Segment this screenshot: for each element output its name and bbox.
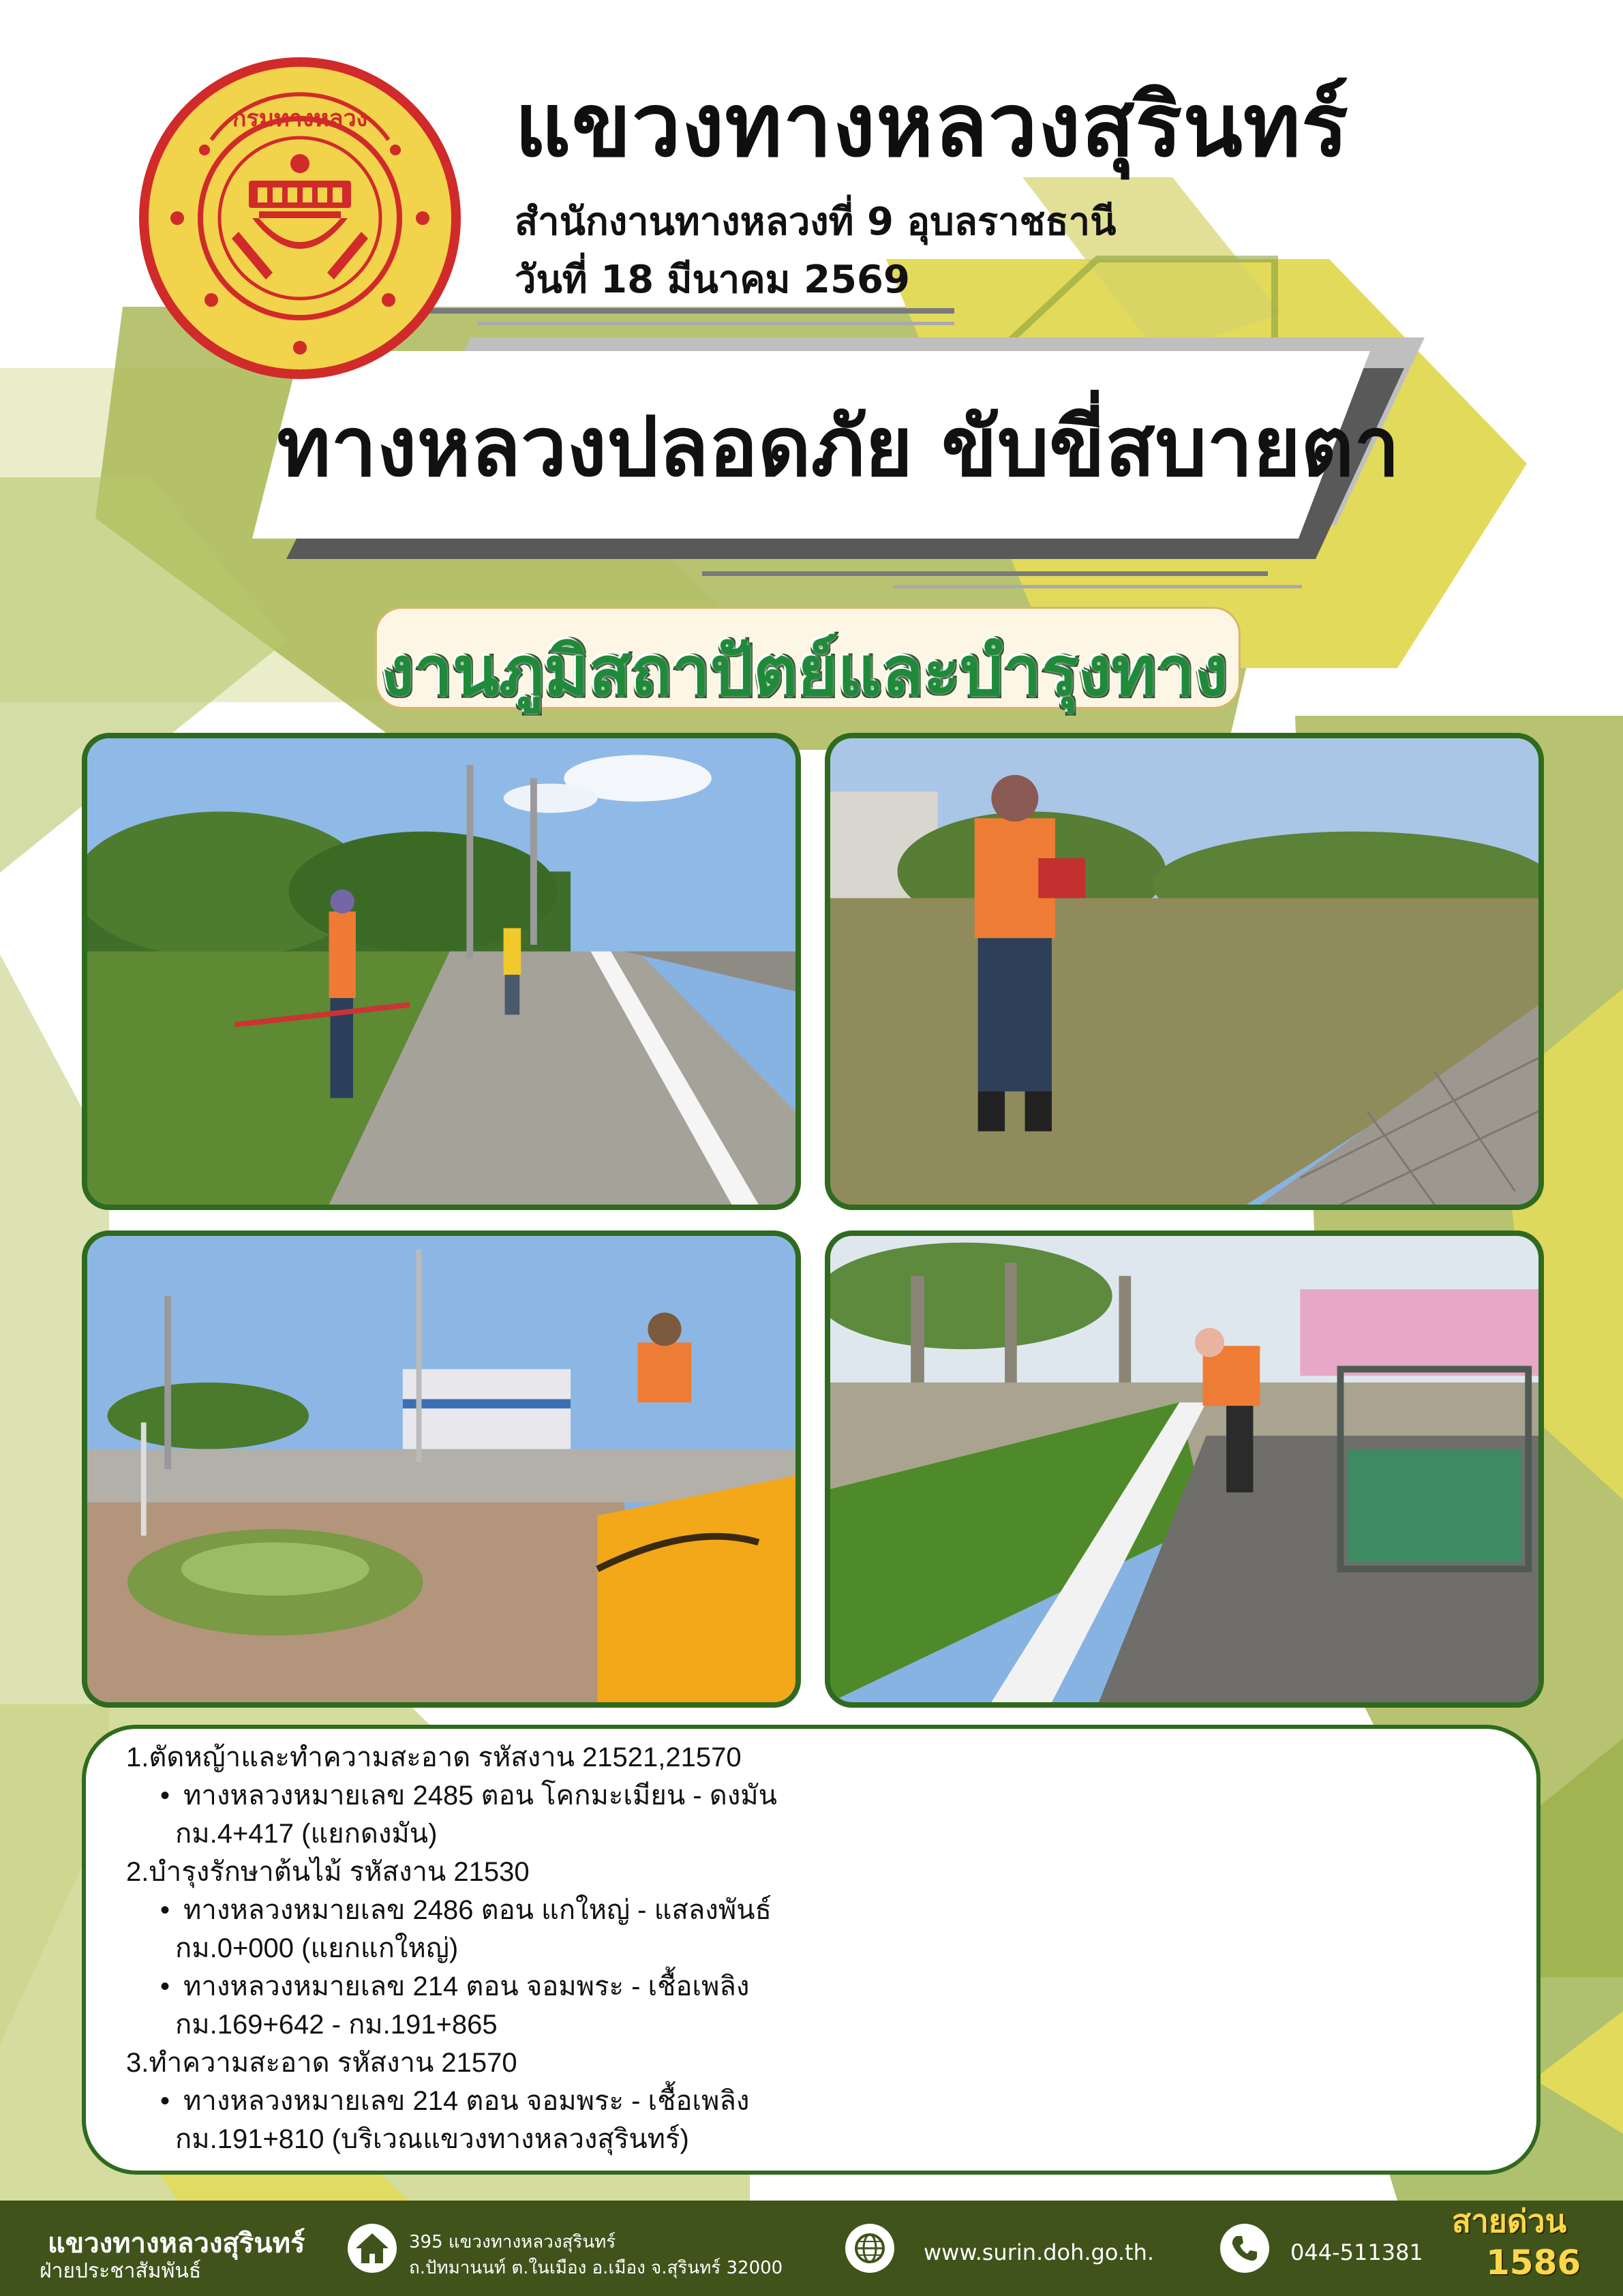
date-label: วันที่ 18 มีนาคม 2569	[515, 258, 910, 302]
task-location: กม.4+417 (แยกดงมัน)	[175, 1819, 438, 1849]
footer-address-line1: 395 แขวงทางหลวงสุรินทร์	[409, 2232, 616, 2252]
task-item: • ทางหลวงหมายเลข 214 ตอน จอมพระ - เชื้อเพลิง	[126, 1967, 1489, 2006]
footer-website[interactable]: www.surin.doh.go.th.	[924, 2239, 1155, 2265]
footer-phone[interactable]: 044-511381	[1290, 2239, 1423, 2265]
task-item: • ทางหลวงหมายเลข 2485 ตอน โคกมะเมียน - ดงมัน	[126, 1777, 1489, 1815]
hotline-number[interactable]: 1586	[1486, 2243, 1581, 2282]
section-title: งานภูมิสถาปัตย์และบำรุงทาง	[380, 631, 1228, 711]
task-location: กม.0+000 (แยกแกใหญ่)	[175, 1933, 459, 1963]
task-location: กม.169+642 - กม.191+865	[175, 2010, 498, 2040]
svg-text:กรมทางหลวง: กรมทางหลวง	[232, 105, 368, 132]
photo-water-truck-roundabout	[82, 1230, 801, 1708]
task-item: • ทางหลวงหมายเลข 2486 ตอน แกใหญ่ - แสลงพันธ์	[126, 1891, 1489, 1929]
task-heading: 2.บำรุงรักษาต้นไม้ รหัสงาน 21530	[126, 1857, 530, 1887]
task-heading: 1.ตัดหญ้าและทำความสะอาด รหัสงาน 21521,21570	[126, 1742, 742, 1772]
hotline-label: สายด่วน	[1452, 2203, 1567, 2239]
footer-org-name: แขวงทางหลวงสุรินทร์	[48, 2228, 305, 2259]
footer-department: ฝ่ายประชาสัมพันธ์	[40, 2259, 202, 2283]
photo-grass-cutting-roadside	[82, 733, 801, 1210]
office-subtitle: สำนักงานทางหลวงที่ 9 อุบลราชธานี	[515, 200, 1117, 244]
task-heading: 3.ทำความสะอาด รหัสงาน 21570	[126, 2048, 517, 2078]
slogan-banner: ทางหลวงปลอดภัย ขับขี่สบายตา	[277, 400, 1400, 495]
footer-address-line2: ถ.ปัทมานนท์ ต.ในเมือง อ.เมือง จ.สุรินทร์ 32000	[409, 2258, 783, 2278]
task-item: • ทางหลวงหมายเลข 214 ตอน จอมพระ - เชื้อเพลิง	[126, 2082, 1489, 2120]
work-details	[126, 1738, 1489, 2158]
department-logo	[136, 55, 464, 382]
phone-icon	[1220, 2224, 1269, 2273]
page-title: แขวงทางหลวงสุรินทร์	[515, 75, 1349, 177]
globe-icon	[845, 2224, 894, 2273]
photo-shrub-trimming	[825, 1230, 1544, 1708]
photo-worker-with-trimmer	[825, 733, 1544, 1210]
home-icon	[348, 2224, 397, 2273]
task-location: กม.191+810 (บริเวณแขวงทางหลวงสุรินทร์)	[175, 2124, 689, 2154]
